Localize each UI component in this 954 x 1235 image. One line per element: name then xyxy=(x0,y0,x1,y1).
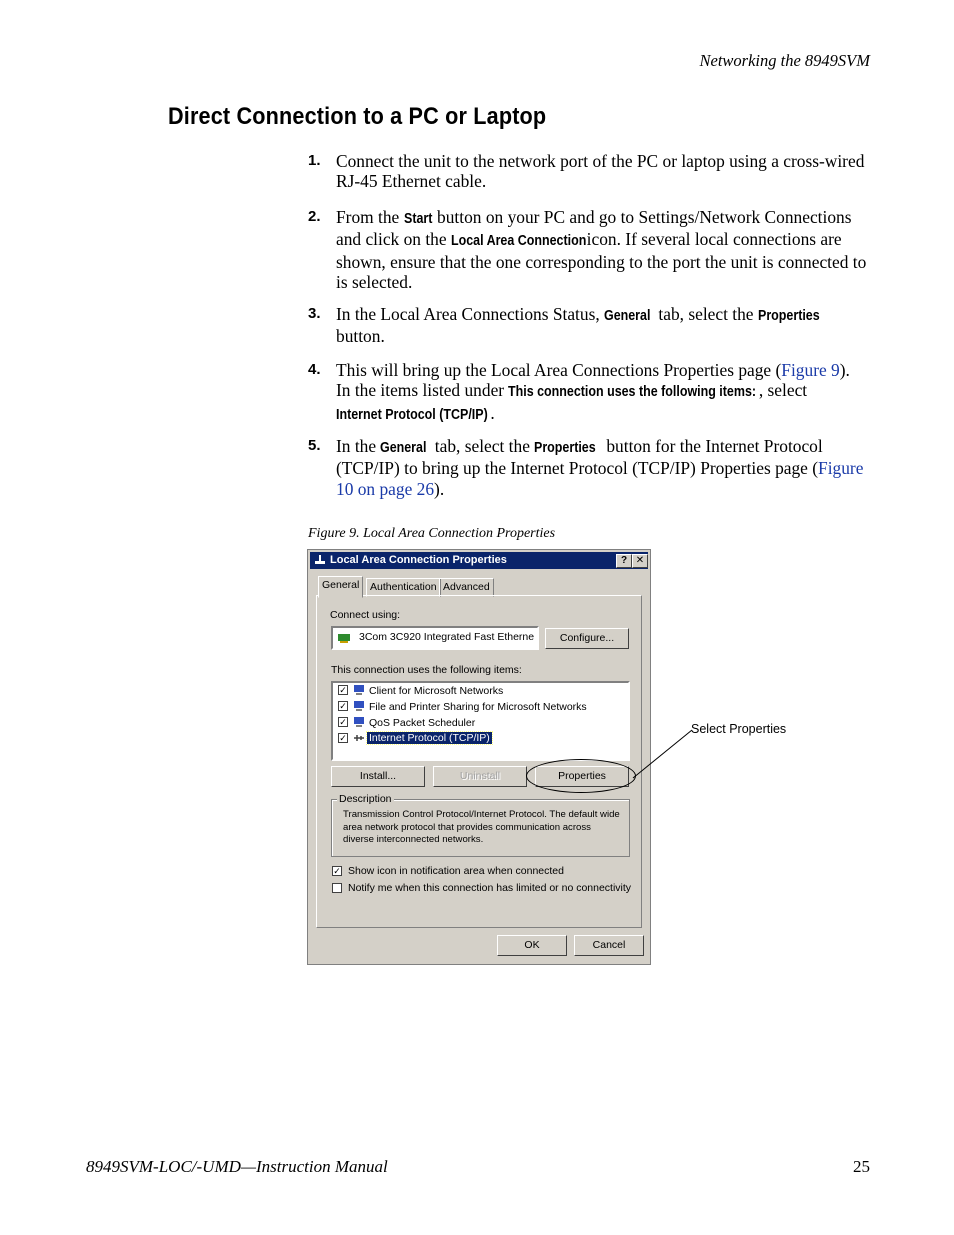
step-number: 1. xyxy=(308,152,321,169)
step-text: ). In the items listed under xyxy=(336,360,850,401)
step-text: . xyxy=(490,402,495,423)
item-checkbox[interactable]: ✓ xyxy=(339,701,347,711)
figure-link[interactable]: Figure 10 on page 26 xyxy=(336,458,864,499)
components-list xyxy=(331,681,630,761)
notify-checkbox[interactable] xyxy=(332,883,342,893)
item-checkbox[interactable]: ✓ xyxy=(339,717,347,727)
callout-text: Select Properties xyxy=(691,722,787,736)
connect-using-label: Connect using: xyxy=(330,609,401,621)
step-text: button on your PC and go to Settings/Network Connections and click on the xyxy=(336,207,852,250)
running-header: Networking the 8949SVM xyxy=(699,51,870,70)
footer-manual-title: 8949SVM-LOC/-UMD—Instruction Manual xyxy=(86,1157,388,1176)
ui-keyword: Local Area Connection xyxy=(450,233,587,250)
uninstall-button[interactable]: Uninstall xyxy=(433,766,527,787)
item-label: QoS Packet Scheduler xyxy=(369,717,476,729)
configure-button[interactable]: Configure... xyxy=(545,628,629,649)
step-text: , select xyxy=(758,380,808,401)
ui-keyword: Start xyxy=(403,211,433,227)
step-text: In the xyxy=(336,436,381,456)
step-1 xyxy=(308,151,868,192)
network-client-icon xyxy=(353,684,365,696)
page-number: 25 xyxy=(853,1157,870,1176)
ui-keyword: Properties xyxy=(757,308,820,324)
ui-keyword: General xyxy=(380,440,427,456)
network-card-icon xyxy=(338,632,350,644)
close-button[interactable]: ✕ xyxy=(632,554,648,568)
ui-keyword: This connection uses the following items: xyxy=(508,384,757,401)
tab-advanced[interactable]: Advanced xyxy=(439,578,494,597)
tab-authentication[interactable]: Authentication xyxy=(366,578,441,597)
callout-ellipse xyxy=(526,759,636,793)
ui-keyword: Properties xyxy=(534,440,596,456)
ui-keyword: Internet Protocol (TCP/IP) xyxy=(336,406,488,423)
qos-scheduler-icon xyxy=(353,716,365,728)
step-text: This will bring up the Local Area Connections Properties page ( xyxy=(336,360,782,380)
properties-button[interactable]: Properties xyxy=(535,766,629,787)
step-text: button for the Internet Protocol (TCP/IP) to bring up the Internet Protocol (TCP/IP) Properties page ( xyxy=(336,436,823,479)
item-label: Internet Protocol (TCP/IP) xyxy=(369,732,490,744)
description-label: Description xyxy=(339,793,392,805)
adapter-name: 3Com 3C920 Integrated Fast Etherne xyxy=(359,631,535,643)
dialog-title: Local Area Connection Properties xyxy=(330,554,507,566)
step-2 xyxy=(308,207,868,293)
file-printer-sharing-icon xyxy=(353,700,365,712)
tab-general[interactable]: General xyxy=(318,576,363,598)
step-number: 5. xyxy=(308,437,321,454)
ui-keyword: General xyxy=(604,308,651,324)
step-5 xyxy=(308,436,868,499)
help-button[interactable]: ? xyxy=(616,554,632,568)
step-3 xyxy=(308,304,868,347)
ok-button[interactable]: OK xyxy=(497,935,567,956)
section-title: Direct Connection to a PC or Laptop xyxy=(168,103,547,130)
item-label: Client for Microsoft Networks xyxy=(369,685,504,697)
protocol-icon xyxy=(353,732,365,744)
figure-caption: Figure 9. Local Area Connection Properties xyxy=(308,526,556,541)
network-connection-icon xyxy=(314,554,326,566)
adapter-field xyxy=(331,626,539,650)
cancel-button[interactable]: Cancel xyxy=(574,935,644,956)
step-text: icon. If several local connections are shown, ensure that the one corresponding to the port the unit is connected to is selected. xyxy=(336,229,867,293)
item-checkbox[interactable]: ✓ xyxy=(339,685,347,695)
figure-link[interactable]: Figure 9 xyxy=(781,360,840,380)
step-text: In the Local Area Connections Status, xyxy=(336,304,605,324)
step-number: 2. xyxy=(308,208,321,225)
step-text: Connect the unit to the network port of the PC or laptop using a cross-wired RJ-45 Ethernet cable. xyxy=(336,151,865,192)
callout-leader-line xyxy=(630,728,700,788)
item-checkbox[interactable]: ✓ xyxy=(339,733,347,743)
item-label: File and Printer Sharing for Microsoft Networks xyxy=(369,701,587,713)
step-text: tab, select the xyxy=(430,436,535,456)
show-icon-checkbox[interactable]: ✓ xyxy=(333,866,341,876)
items-label: This connection uses the following items: xyxy=(331,664,522,676)
dialog-titlebar[interactable] xyxy=(310,552,648,569)
step-text: From the xyxy=(336,207,404,227)
step-number: 4. xyxy=(308,361,321,378)
description-text: Transmission Control Protocol/Internet Protocol. The default wide area network protocol that provides communication across diverse interconnected networks. xyxy=(343,809,620,845)
show-icon-label: Show icon in notification area when connected xyxy=(348,865,564,877)
step-text: tab, select the xyxy=(654,304,758,324)
step-number: 3. xyxy=(308,305,321,322)
step-text: button. xyxy=(336,326,385,347)
step-4 xyxy=(308,360,868,425)
step-text: ). xyxy=(434,478,445,499)
notify-label: Notify me when this connection has limited or no connectivity xyxy=(348,882,632,894)
properties-dialog xyxy=(307,549,651,965)
install-button[interactable]: Install... xyxy=(331,766,425,787)
